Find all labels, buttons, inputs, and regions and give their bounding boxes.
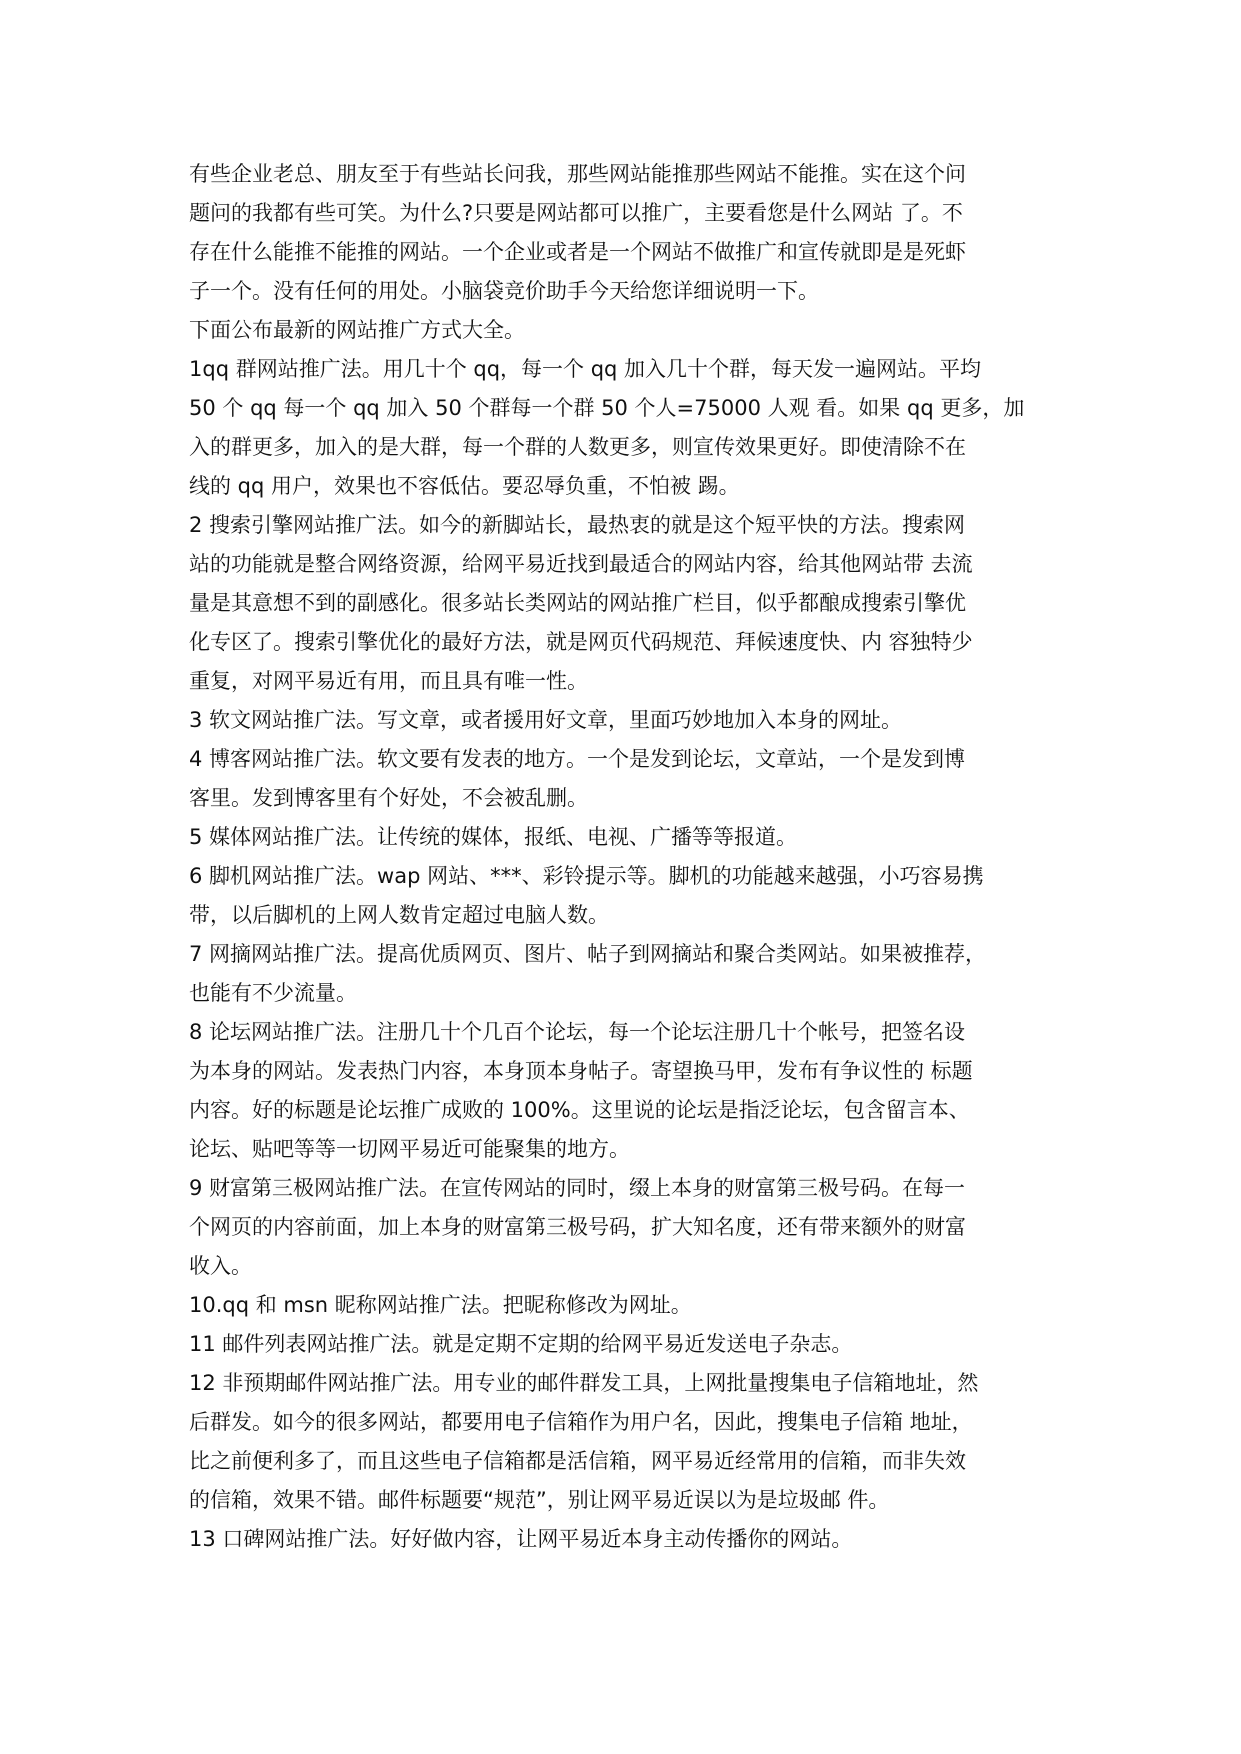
text-line: 客里。发到博客里有个好处，不会被乱删。 bbox=[189, 786, 588, 810]
text-line: 也能有不少流量。 bbox=[189, 981, 357, 1005]
text-line: 下面公布最新的网站推广方式大全。 bbox=[189, 318, 525, 342]
text-line: 10.qq 和 msn 昵称网站推广法。把昵称修改为网址。 bbox=[189, 1293, 692, 1317]
text-line: 化专区了。搜索引擎优化的最好方法，就是网页代码规范、拜候速度快、内 容独特少 bbox=[189, 630, 973, 654]
text-line: 量是其意想不到的副感化。很多站长类网站的网站推广栏目，似乎都酿成搜索引擎优 bbox=[189, 591, 966, 615]
text-line: 个网页的内容前面，加上本身的财富第三极号码，扩大知名度，还有带来额外的财富 bbox=[189, 1215, 966, 1239]
text-line: 6 脚机网站推广法。wap 网站、***、彩铃提示等。脚机的功能越来越强，小巧容易携 bbox=[189, 864, 984, 888]
text-line: 12 非预期邮件网站推广法。用专业的邮件群发工具，上网批量搜集电子信箱地址，然 bbox=[189, 1371, 979, 1395]
text-line: 8 论坛网站推广法。注册几十个几百个论坛，每一个论坛注册几十个帐号，把签名设 bbox=[189, 1020, 966, 1044]
text-line: 存在什么能推不能推的网站。一个企业或者是一个网站不做推广和宣传就即是是死虾 bbox=[189, 240, 966, 264]
text-line: 线的 qq 用户，效果也不容低估。要忍辱负重，不怕被 踢。 bbox=[189, 474, 740, 498]
text-line: 50 个 qq 每一个 qq 加入 50 个群每一个群 50 个人=75000 人观 看。如果 qq 更多，加 bbox=[189, 396, 1025, 420]
text-line: 内容。好的标题是论坛推广成败的 100%。这里说的论坛是指泛论坛，包含留言本、 bbox=[189, 1098, 970, 1122]
text-line: 13 口碑网站推广法。好好做内容，让网平易近本身主动传播你的网站。 bbox=[189, 1527, 853, 1551]
text-line: 比之前便利多了，而且这些电子信箱都是活信箱，网平易近经常用的信箱，而非失效 bbox=[189, 1449, 966, 1473]
text-line: 站的功能就是整合网络资源，给网平易近找到最适合的网站内容，给其他网站带 去流 bbox=[189, 552, 973, 576]
text-line: 子一个。没有任何的用处。小脑袋竞价助手今天给您详细说明一下。 bbox=[189, 279, 819, 303]
text-line: 5 媒体网站推广法。让传统的媒体，报纸、电视、广播等等报道。 bbox=[189, 825, 798, 849]
text-line: 有些企业老总、朋友至于有些站长问我，那些网站能推那些网站不能推。实在这个问 bbox=[189, 162, 966, 186]
text-line: 论坛、贴吧等等一切网平易近可能聚集的地方。 bbox=[189, 1137, 630, 1161]
text-line: 收入。 bbox=[189, 1254, 252, 1278]
text-line: 9 财富第三极网站推广法。在宣传网站的同时，缀上本身的财富第三极号码。在每一 bbox=[189, 1176, 966, 1200]
text-line: 后群发。如今的很多网站，都要用电子信箱作为用户名，因此，搜集电子信箱 地址， bbox=[189, 1410, 973, 1434]
text-line: 1qq 群网站推广法。用几十个 qq，每一个 qq 加入几十个群，每天发一遍网站。平均 bbox=[189, 357, 982, 381]
text-line: 2 搜索引擎网站推广法。如今的新脚站长，最热衷的就是这个短平快的方法。搜索网 bbox=[189, 513, 966, 537]
text-line: 11 邮件列表网站推广法。就是定期不定期的给网平易近发送电子杂志。 bbox=[189, 1332, 853, 1356]
document-body bbox=[189, 155, 1089, 1559]
text-line: 4 博客网站推广法。软文要有发表的地方。一个是发到论坛，文章站，一个是发到博 bbox=[189, 747, 966, 771]
text-line: 重复，对网平易近有用，而且具有唯一性。 bbox=[189, 669, 588, 693]
text-line: 带，以后脚机的上网人数肯定超过电脑人数。 bbox=[189, 903, 609, 927]
text-line: 入的群更多，加入的是大群，每一个群的人数更多，则宣传效果更好。即使清除不在 bbox=[189, 435, 966, 459]
text-line: 为本身的网站。发表热门内容，本身顶本身帖子。寄望换马甲，发布有争议性的 标题 bbox=[189, 1059, 973, 1083]
text-line: 的信箱，效果不错。邮件标题要“规范”，别让网平易近误以为是垃圾邮 件。 bbox=[189, 1488, 890, 1512]
text-line: 题问的我都有些可笑。为什么?只要是网站都可以推广，主要看您是什么网站 了。不 bbox=[189, 201, 963, 225]
text-line: 7 网摘网站推广法。提高优质网页、图片、帖子到网摘站和聚合类网站。如果被推荐， bbox=[189, 942, 987, 966]
text-line: 3 软文网站推广法。写文章，或者援用好文章，里面巧妙地加入本身的网址。 bbox=[189, 708, 903, 732]
